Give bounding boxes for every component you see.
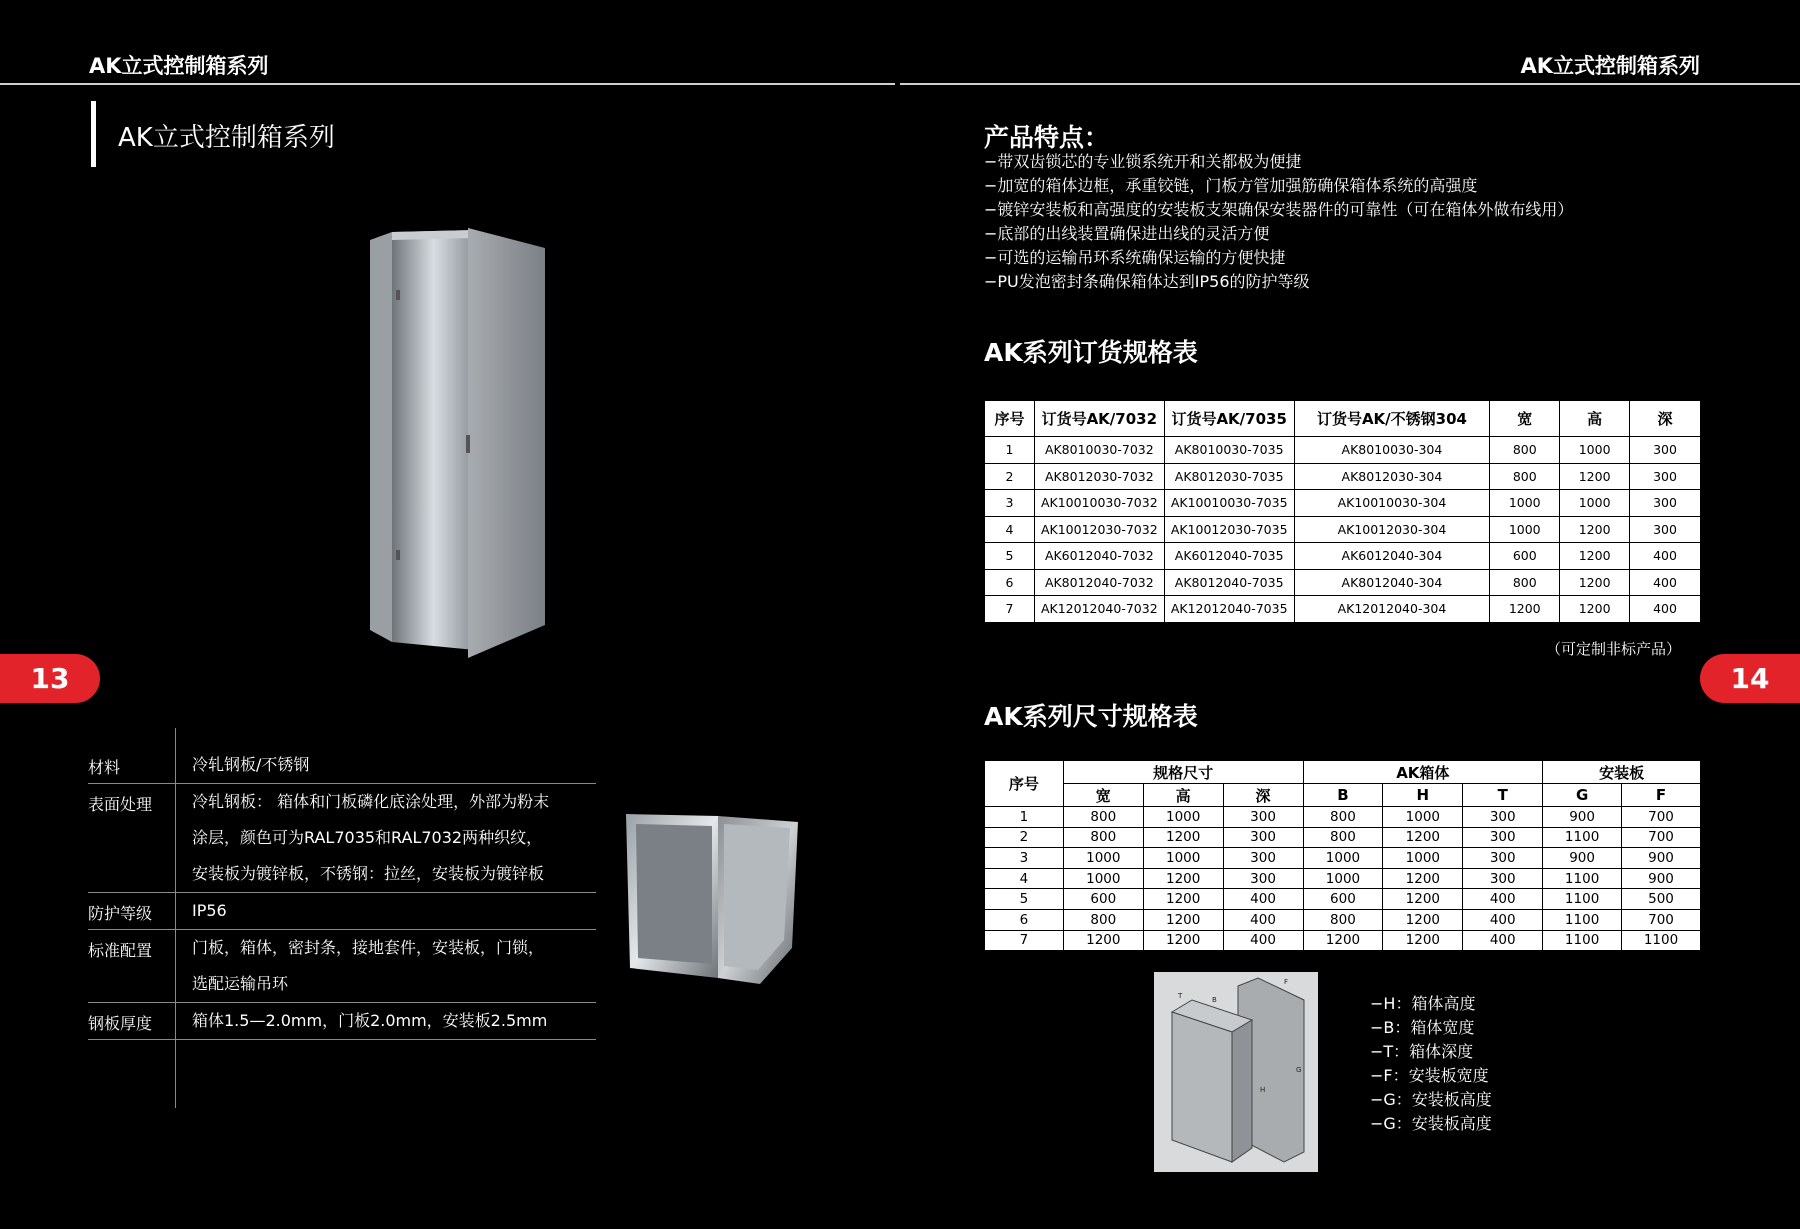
table-cell: 800 [1063,827,1143,848]
table-cell: 1200 [1383,868,1463,889]
right-header-divider [900,83,1800,85]
page-number-left: 13 [0,654,100,703]
table-cell: 1100 [1543,868,1622,889]
left-header-divider [0,83,895,85]
size-subheader-cell: 宽 [1063,784,1143,807]
table-cell: 400 [1630,596,1701,623]
table-cell: 1200 [1560,543,1630,570]
spec-row [88,1003,596,1040]
table-cell: 1200 [1143,930,1223,951]
custom-product-note: （可定制非标产品） [1546,640,1682,658]
table-cell: AK10010030-7035 [1164,490,1294,517]
feature-item: −带双齿锁芯的专业锁系统开和关都极为便捷 [984,152,1302,171]
feature-item: −可选的运输吊环系统确保运输的方便快捷 [984,248,1286,267]
table-cell: 3 [985,848,1064,869]
spec-label: 材料 [88,758,121,777]
table-cell: 1000 [1143,807,1223,828]
table-cell: 300 [1630,437,1701,464]
table-cell: AK10010030-304 [1294,490,1490,517]
table-cell: 900 [1543,848,1622,869]
order-table-header-row [985,401,1701,437]
table-cell: 4 [985,516,1035,543]
table-cell: 1200 [1383,909,1463,930]
table-cell: AK8010030-7035 [1164,437,1294,464]
table-cell: 800 [1063,909,1143,930]
table-cell: 800 [1490,437,1560,464]
table-cell: 1000 [1063,848,1143,869]
table-cell: AK8012030-7032 [1034,463,1164,490]
spec-value: 门板，箱体，密封条，接地套件，安装板，门锁， [192,938,545,957]
size-subheader-cell: F [1622,784,1701,807]
table-cell: 300 [1223,848,1303,869]
table-cell: 900 [1622,868,1701,889]
legend-item: −H：箱体高度 [1370,994,1476,1013]
table-cell: 800 [1490,569,1560,596]
table-cell: 800 [1303,827,1383,848]
left-header-title: AK立式控制箱系列 [89,54,269,78]
table-cell: 400 [1223,889,1303,910]
table-cell: AK8012030-304 [1294,463,1490,490]
size-table-title: AK系列尺寸规格表 [984,702,1198,731]
table-cell: 1000 [1560,437,1630,464]
table-cell: 1200 [1560,596,1630,623]
cabinet-photo [360,210,560,670]
specs-list [88,747,596,1040]
spec-value: IP56 [192,901,227,920]
table-cell: AK8012040-7035 [1164,569,1294,596]
table-cell: 5 [985,889,1064,910]
spec-row [88,747,596,784]
table-cell: 300 [1463,827,1543,848]
order-table-row [985,490,1701,517]
table-cell: 4 [985,868,1064,889]
table-cell: 400 [1463,889,1543,910]
spec-label: 钢板厚度 [88,1014,153,1033]
spec-value: 选配运输吊环 [192,974,289,993]
table-cell: 800 [1303,807,1383,828]
table-cell: 400 [1223,909,1303,930]
table-cell: AK8012040-7032 [1034,569,1164,596]
table-cell: 2 [985,827,1064,848]
table-cell: 300 [1223,868,1303,889]
table-cell: 7 [985,596,1035,623]
table-cell: 300 [1223,827,1303,848]
table-cell: 600 [1490,543,1560,570]
order-header-cell: 订货号AK/7032 [1034,401,1164,437]
table-cell: AK6012040-7032 [1034,543,1164,570]
spec-row [88,930,596,1003]
order-table [984,400,1701,623]
feature-item: −镀锌安装板和高强度的安装板支架确保安装器件的可靠性（可在箱体外做布线用） [984,200,1574,219]
size-header-cell: AK箱体 [1303,761,1543,784]
table-cell: 300 [1223,807,1303,828]
table-cell: 5 [985,543,1035,570]
size-subheader-cell: H [1383,784,1463,807]
legend-item: −F：安装板宽度 [1370,1066,1489,1085]
spec-label: 标准配置 [88,941,153,960]
size-table-row [985,909,1701,930]
table-cell: 900 [1622,848,1701,869]
table-cell: AK8012040-304 [1294,569,1490,596]
table-cell: 1200 [1143,827,1223,848]
table-cell: 1000 [1303,848,1383,869]
order-table-row [985,463,1701,490]
table-cell: 1 [985,807,1064,828]
section-title-bar [91,101,96,167]
table-cell: 1000 [1560,490,1630,517]
table-cell: 1000 [1490,516,1560,543]
table-cell: 6 [985,569,1035,596]
order-header-cell: 订货号AK/不锈钢304 [1294,401,1490,437]
size-table-subheader-row [985,784,1701,807]
table-cell: 1200 [1143,909,1223,930]
table-cell: AK8010030-304 [1294,437,1490,464]
table-cell: 800 [1063,807,1143,828]
size-subheader-cell: T [1463,784,1543,807]
table-cell: 300 [1463,807,1543,828]
table-cell: AK10012030-7032 [1034,516,1164,543]
feature-item: −加宽的箱体边框，承重铰链，门板方管加强筋确保箱体系统的高强度 [984,176,1478,195]
table-cell: 1000 [1063,868,1143,889]
table-cell: AK10012030-304 [1294,516,1490,543]
size-subheader-cell: G [1543,784,1622,807]
spec-label: 防护等级 [88,904,153,923]
table-cell: 1200 [1143,868,1223,889]
spec-value: 涂层，颜色可为RAL7035和RAL7032两种织纹， [192,828,543,847]
size-table-row [985,868,1701,889]
section-title: AK立式控制箱系列 [118,123,335,153]
table-cell: 1200 [1383,930,1463,951]
table-cell: 800 [1490,463,1560,490]
table-cell: 300 [1463,848,1543,869]
table-cell: AK8012030-7035 [1164,463,1294,490]
size-subheader-cell: B [1303,784,1383,807]
table-cell: 1200 [1560,569,1630,596]
table-cell: 1000 [1143,848,1223,869]
table-cell: 1000 [1303,868,1383,889]
table-cell: 1000 [1383,848,1463,869]
spec-value: 箱体1.5—2.0mm，门板2.0mm，安装板2.5mm [192,1011,548,1030]
size-table-header-row [985,761,1701,784]
page-number-right: 14 [1700,654,1800,703]
size-table-row [985,848,1701,869]
table-cell: 1200 [1303,930,1383,951]
legend-item: −G：安装板高度 [1370,1090,1492,1109]
stainless-cabinet-photo [622,808,802,990]
diagram-label-h: H [1260,1086,1266,1094]
table-cell: 1100 [1543,909,1622,930]
spec-row [88,893,596,930]
table-cell: 1200 [1063,930,1143,951]
table-cell: AK6012040-7035 [1164,543,1294,570]
table-cell: 400 [1223,930,1303,951]
spec-value: 冷轧钢板/不锈钢 [192,755,310,774]
table-cell: 700 [1622,807,1701,828]
size-header-cell: 安装板 [1543,761,1701,784]
table-cell: 300 [1630,490,1701,517]
right-header-title: AK立式控制箱系列 [1520,54,1700,78]
order-table-row [985,437,1701,464]
table-cell: 1000 [1490,490,1560,517]
legend-item: −B：箱体宽度 [1370,1018,1475,1037]
diagram-label-b: B [1212,996,1217,1004]
size-table [984,760,1701,951]
order-header-cell: 订货号AK/7035 [1164,401,1294,437]
diagram-label-t: T [1178,992,1183,1000]
table-cell: AK10010030-7032 [1034,490,1164,517]
table-cell: 1100 [1543,827,1622,848]
table-cell: 3 [985,490,1035,517]
order-table-row [985,596,1701,623]
table-cell: AK12012040-304 [1294,596,1490,623]
table-cell: 400 [1463,909,1543,930]
feature-item: −底部的出线装置确保进出线的灵活方便 [984,224,1270,243]
order-table-row [985,543,1701,570]
table-cell: 600 [1063,889,1143,910]
features-title: 产品特点： [984,123,1110,152]
table-cell: 7 [985,930,1064,951]
diagram-label-f: F [1284,978,1289,986]
dimension-diagram [1154,972,1318,1172]
spec-label: 表面处理 [88,795,153,814]
table-cell: 300 [1630,516,1701,543]
size-table-row [985,930,1701,951]
size-subheader-cell: 深 [1223,784,1303,807]
table-cell: 2 [985,463,1035,490]
table-cell: 600 [1303,889,1383,910]
size-table-row [985,807,1701,828]
table-cell: 300 [1463,868,1543,889]
table-cell: 1000 [1383,807,1463,828]
size-table-row [985,889,1701,910]
legend-item: −T：箱体深度 [1370,1042,1474,1061]
table-cell: 700 [1622,909,1701,930]
order-table-row [985,516,1701,543]
table-cell: 700 [1622,827,1701,848]
order-table-title: AK系列订货规格表 [984,338,1198,367]
table-cell: 1200 [1383,827,1463,848]
spec-row [88,784,596,893]
table-cell: 300 [1630,463,1701,490]
table-cell: 400 [1463,930,1543,951]
table-cell: 400 [1630,569,1701,596]
table-cell: AK10012030-7035 [1164,516,1294,543]
table-cell: 1 [985,437,1035,464]
table-cell: 1200 [1143,889,1223,910]
feature-item: −PU发泡密封条确保箱体达到IP56的防护等级 [984,272,1310,291]
order-header-cell: 深 [1630,401,1701,437]
spec-value: 冷轧钢板： 箱体和门板磷化底涂处理，外部为粉末 [192,792,550,811]
features-list [984,150,1573,294]
size-header-cell: 序号 [985,761,1064,807]
order-table-row [985,569,1701,596]
table-cell: 1100 [1622,930,1701,951]
table-cell: AK12012040-7035 [1164,596,1294,623]
order-header-cell: 序号 [985,401,1035,437]
table-cell: 1200 [1490,596,1560,623]
order-header-cell: 高 [1560,401,1630,437]
table-cell: 1100 [1543,930,1622,951]
size-subheader-cell: 高 [1143,784,1223,807]
legend-item: −G：安装板高度 [1370,1114,1492,1133]
diagram-label-g: G [1296,1066,1302,1074]
table-cell: AK8010030-7032 [1034,437,1164,464]
table-cell: 500 [1622,889,1701,910]
table-cell: 6 [985,909,1064,930]
table-cell: 400 [1630,543,1701,570]
size-table-row [985,827,1701,848]
table-cell: AK6012040-304 [1294,543,1490,570]
table-cell: 1200 [1560,463,1630,490]
table-cell: 1200 [1383,889,1463,910]
size-header-cell: 规格尺寸 [1063,761,1303,784]
table-cell: AK12012040-7032 [1034,596,1164,623]
order-header-cell: 宽 [1490,401,1560,437]
dimension-legend [1370,992,1492,1136]
table-cell: 900 [1543,807,1622,828]
table-cell: 1200 [1560,516,1630,543]
table-cell: 800 [1303,909,1383,930]
table-cell: 1100 [1543,889,1622,910]
spec-value: 安装板为镀锌板，不锈钢：拉丝，安装板为镀锌板 [192,864,545,883]
